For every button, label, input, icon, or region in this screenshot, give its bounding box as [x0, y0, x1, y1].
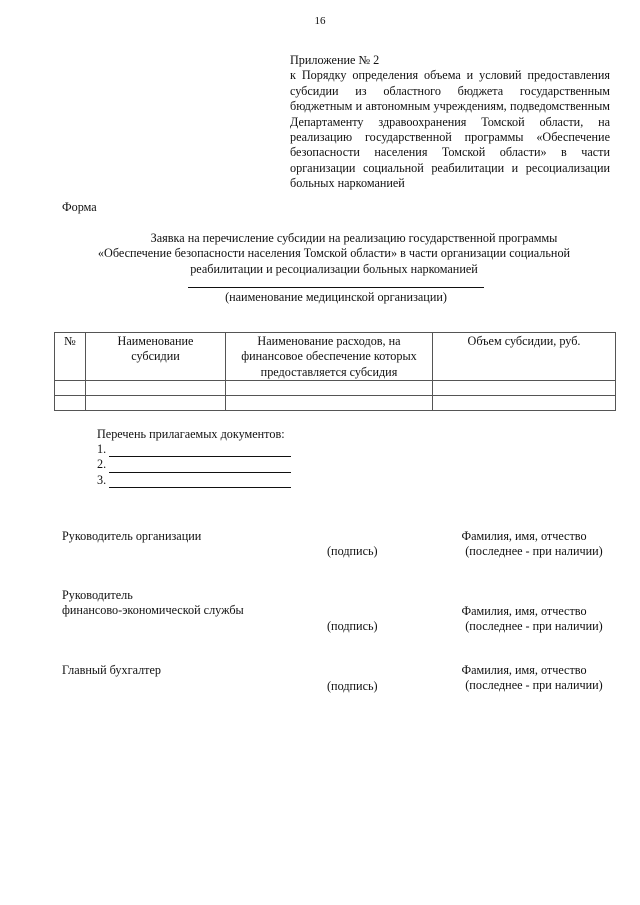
table-cell [86, 396, 226, 411]
request-title [60, 231, 608, 277]
document-blank-line [109, 460, 291, 473]
table-cell [433, 381, 616, 396]
list-item [97, 442, 291, 457]
table-cell [226, 396, 433, 411]
col-header-expense-name: Наименование расходов, на финансовое обеспечение которых предоставляется субсидия [226, 333, 433, 381]
fio-note: (последнее - при наличии) [465, 619, 603, 634]
attached-documents-title: Перечень прилагаемых документов: [97, 427, 285, 441]
document-blank-line [109, 444, 291, 457]
fio-note: (последнее - при наличии) [465, 678, 603, 693]
table-cell [86, 381, 226, 396]
fio-block [440, 529, 608, 560]
table-header-row [55, 333, 616, 381]
fio-label: Фамилия, имя, отчество [461, 529, 587, 543]
signature-caption: (подпись) [327, 544, 378, 558]
organization-name-line [188, 287, 484, 288]
appendix-title: Приложение № 2 [290, 53, 380, 67]
fio-block [440, 604, 608, 635]
table-cell [55, 396, 86, 411]
signatory-head-of-organization: Руководитель организации [62, 529, 202, 543]
form-label: Форма [62, 200, 97, 214]
signatory-head-of-finance [62, 588, 244, 619]
fio-label: Фамилия, имя, отчество [461, 604, 587, 618]
appendix-block [290, 53, 610, 192]
table-cell [433, 396, 616, 411]
signature-caption: (подпись) [327, 619, 378, 633]
request-title-line-2: «Обеспечение безопасности населения Томской области» в части организации социальной [97, 246, 571, 261]
document-blank-line [109, 475, 291, 488]
request-title-line-3: реабилитации и ресоциализации больных наркоманией [190, 261, 478, 276]
list-item-number: 3. [97, 472, 107, 487]
role-line-1: Руководитель [62, 588, 133, 602]
request-title-line-1: Заявка на перечисление субсидии на реализацию государственной программы [150, 231, 558, 245]
fio-note: (последнее - при наличии) [465, 544, 603, 559]
signatory-chief-accountant: Главный бухгалтер [62, 663, 162, 677]
col-header-subsidy-amount: Объем субсидии, руб. [433, 333, 616, 381]
table-row [55, 396, 616, 411]
fio-block [440, 663, 608, 694]
organization-name-caption: (наименование медицинской организации) [225, 290, 447, 304]
table-row [55, 381, 616, 396]
table-cell [55, 381, 86, 396]
list-item-number: 2. [97, 457, 107, 472]
role-line-2: финансово-экономической службы [62, 603, 244, 618]
page-number: 16 [314, 15, 326, 27]
list-item [97, 473, 291, 488]
table-cell [226, 381, 433, 396]
col-header-subsidy-name: Наименование субсидии [86, 333, 226, 381]
fio-label: Фамилия, имя, отчество [461, 663, 587, 677]
list-item-number: 1. [97, 442, 107, 457]
col-header-number: № [55, 333, 86, 381]
attached-documents [97, 427, 291, 488]
list-item [97, 457, 291, 472]
appendix-body: к Порядку определения объема и условий предоставления субсидии из областного бюджета государственным бюджетным и автономным учреждениям, подведомственным Департаменту здравоохранения Томской области, на реализацию государственной программы «Обеспечение безопасности населения Томской области» в части организации социальной реабилитации и ресоциализации больных наркоманией [290, 68, 610, 191]
signature-caption: (подпись) [327, 679, 378, 693]
subsidy-table [54, 332, 616, 411]
